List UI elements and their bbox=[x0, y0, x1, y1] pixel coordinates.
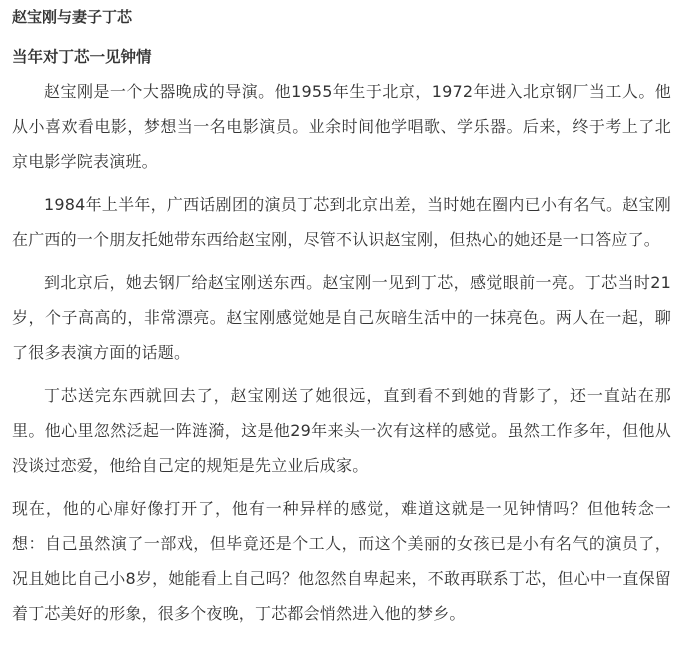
article-subtitle: 当年对丁芯一见钟情 bbox=[12, 48, 152, 66]
paragraph: 到北京后，她去钢厂给赵宝刚送东西。赵宝刚一见到丁芯，感觉眼前一亮。丁芯当时21岁，个子高高的，非常漂亮。赵宝刚感觉她是自己灰暗生活中的一抹亮色。两人在一起，聊了很多表演方面的话题。 bbox=[12, 273, 671, 362]
article-title: 赵宝刚与妻子丁芯 bbox=[12, 8, 133, 26]
paragraph: 现在，他的心扉好像打开了，他有一种异样的感觉，难道这就是一见钟情吗？但他转念一想：自己虽然演了一部戏，但毕竟还是个工人，而这个美丽的女孩已是小有名气的演员了，况且她比自己小8岁，她能看上自己吗？他忽然自卑起来，不敢再联系丁芯，但心中一直保留着丁芯美好的形象，很多个夜晚，丁芯都会悄然进入他的梦乡。 bbox=[12, 499, 671, 623]
paragraph: 1984年上半年，广西话剧团的演员丁芯到北京出差，当时她在圈内已小有名气。赵宝刚在广西的一个朋友托她带东西给赵宝刚，尽管不认识赵宝刚，但热心的她还是一口答应了。 bbox=[12, 195, 671, 249]
paragraph: 赵宝刚是一个大器晚成的导演。他1955年生于北京，1972年进入北京钢厂当工人。他从小喜欢看电影，梦想当一名电影演员。业余时间他学唱歌、学乐器。后来，终于考上了北京电影学院表演班。 bbox=[12, 82, 671, 171]
paragraph: 丁芯送完东西就回去了，赵宝刚送了她很远，直到看不到她的背影了，还一直站在那里。他心里忽然泛起一阵涟漪，这是他29年来头一次有这样的感觉。虽然工作多年，但他从没谈过恋爱，他给自己定的规矩是先立业后成家。 bbox=[12, 386, 671, 475]
